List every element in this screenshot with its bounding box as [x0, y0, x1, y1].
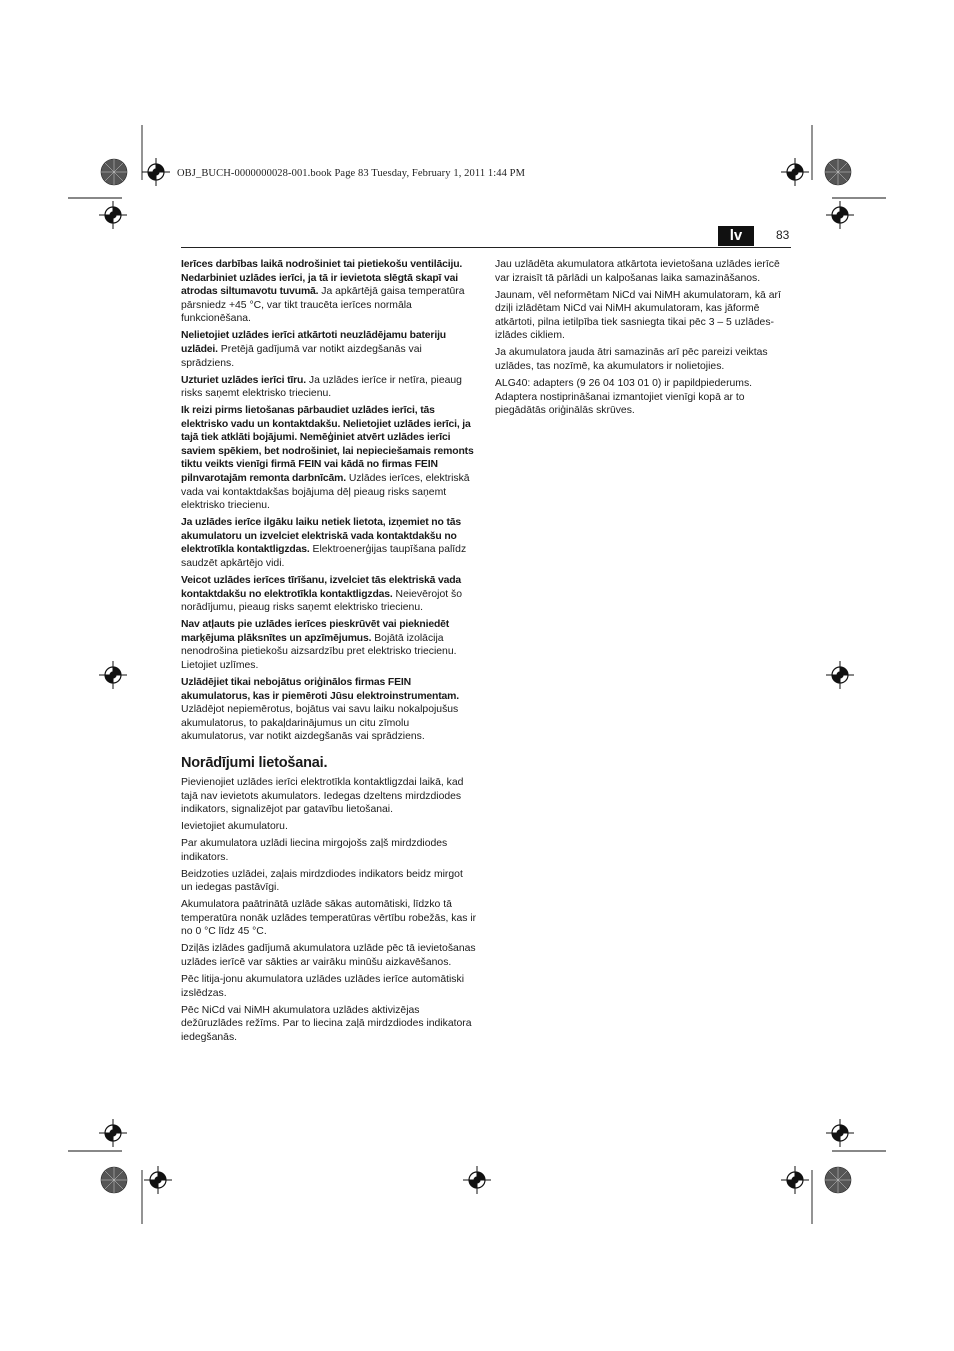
section-heading: Norādījumi lietošanai.: [181, 754, 328, 771]
safety-paragraph: [181, 329, 477, 370]
instruction-paragraph: Pēc litija-jonu akumulatora uzlādes uzlādes ierīce automātiski izslēdzas.: [181, 973, 464, 999]
safety-bold: Ik reizi pirms lietošanas pārbaudiet uzlādes ierīci, tās elektrisko vadu un kontaktdakšu. Nelietojiet uzlādes ierīci, ja tajā tiek atklāti bojājumi. Nemēģiniet atvērt uzlādes ierīci saviem spēkiem, bet nodrošiniet, lai nepieciešamais remonts tiktu veikts vienīgi firmā FEIN vai kādā no firmas FEIN pilnvarotajām remonta darbnīcām.: [181, 405, 474, 485]
safety-paragraph: [181, 574, 477, 615]
safety-text: Pretējā gadījumā var notikt aizdegšanās vai sprādziens.: [181, 343, 422, 369]
safety-bold: Ja uzlādes ierīce ilgāku laiku netiek lietota, izņemiet no tās akumulatoru un izvelciet elektriskā vada kontaktdakšu no elektrotīkla kontaktligzdas.: [181, 517, 462, 556]
book-file-info: OBJ_BUCH-0000000028-001.book Page 83 Tuesday, February 1, 2011 1:44 PM: [177, 168, 526, 179]
safety-text: Neievērojot šo norādījumu, pieaug risks saņemt elektrisko triecienu.: [181, 588, 462, 614]
safety-text: Bojātā izolācija nenodrošina pietiekošu aizsardzību pret elektrisko triecienu. Lietojiet uzlīmes.: [181, 632, 457, 671]
instruction-paragraph: Jau uzlādēta akumulatora atkārtota ievietošana uzlādes ierīcē var izraisīt tā pārlādi un kalpošanas laika samazināšanos.: [495, 259, 780, 284]
instruction-paragraph: Ievietojiet akumulatoru.: [181, 821, 288, 833]
safety-bold: Nav atļauts pie uzlādes ierīces pieskrūvēt vai piekniedēt marķējuma plāksnītes un apzīmējumus.: [181, 619, 450, 644]
safety-bold: Uzturiet uzlādes ierīci tīru.: [181, 374, 306, 386]
safety-bold: Nelietojiet uzlādes ierīci atkārtoti neuzlādējamu bateriju uzlādei.: [181, 330, 446, 355]
safety-paragraph: [181, 258, 477, 326]
instruction-paragraph: Pievienojiet uzlādes ierīci elektrotīkla kontaktligzdai laikā, kad tajā nav ievietots akumulators. Iedegas dzeltens mirdzdiodes indikators, signalizējot par gatavību lietošanai.: [181, 776, 464, 816]
instruction-paragraph: Ja akumulatora jauda ātri samazinās arī pēc pareizi veiktas uzlādes, tas nozīmē, ka akumulators ir nolietojies.: [495, 347, 768, 372]
instruction-paragraph: Jaunam, vēl neformētam NiCd vai NiMH akumulatoram, kā arī dziļi izlādētam NiCd vai NiMH akumulatoram, kas jāformē atkārtoti, pilna ietilpība tiek sasniegta tikai pēc 3 – 5 uzlādes-izlādes cikliem.: [495, 289, 781, 342]
instruction-paragraph: Pēc NiCd vai NiMH akumulatora uzlādes aktivizējas dežūruzlādes režīms. Par to liecina zaļā mirdzdiodes indikatora iedegšanās.: [181, 1004, 472, 1043]
safety-bold: Ierīces darbības laikā nodrošiniet tai pietiekošu ventilāciju. Nedarbiniet uzlādes ierīci, ja tā ir ievietota slēgtā skapī vai atrodas siltumavotu tuvumā.: [181, 259, 463, 298]
header-rule: [181, 247, 791, 248]
instruction-paragraph: Akumulatora paātrinātā uzlāde sākas automātiski, līdzko tā temperatūra nonāk uzlādes temperatūras vērtību robežās, kas ir no 0 °C līdz 45 °C.: [181, 899, 477, 938]
language-badge: lv: [718, 226, 754, 246]
safety-paragraph: [181, 516, 477, 570]
safety-paragraph: [181, 374, 477, 401]
safety-paragraph: [181, 404, 477, 513]
left-column: [181, 258, 477, 1048]
safety-paragraph: [181, 618, 477, 672]
instruction-paragraph: Par akumulatora uzlādi liecina mirgojošs zaļš mirdzdiodes indikators.: [181, 838, 448, 863]
safety-bold: Veicot uzlādes ierīces tīrīšanu, izvelciet tās elektriskā vada kontaktdakšu no elektrotīkla kontaktligzdas.: [181, 575, 462, 600]
safety-text: Ja apkārtējā gaisa temperatūra pārsniedz +45 °C, var tikt traucēta ierīces normāla funkcionēšana.: [181, 286, 465, 325]
instruction-paragraph: Dziļās izlādes gadījumā akumulatora uzlāde pēc tā ievietošanas uzlādes ierīcē var sākties ar vairāku minūšu aizkavēšanos.: [181, 943, 476, 968]
safety-text: Uzlādējot nepiemērotus, bojātus vai savu laiku nokalpojušus akumulatorus, to pakaļdarinājumus un citu zīmolu akumulatorus, var notikt aizdegšanās vai sprādziens.: [181, 704, 459, 743]
safety-text: Elektroenerģijas taupīšana palīdz saudzēt apkārtējo vidi.: [181, 544, 467, 570]
safety-bold: Uzlādējiet tikai nebojātus oriģinālos firmas FEIN akumulatorus, kas ir piemēroti Jūsu elektroinstrumentam.: [181, 676, 460, 702]
right-column: [495, 258, 791, 421]
safety-text: Ja uzlādes ierīce ir netīra, pieaug risks saņemt elektrisko triecienu.: [181, 374, 462, 400]
page-number: 83: [776, 228, 790, 242]
instruction-paragraph: Beidzoties uzlādei, zaļais mirdzdiodes indikators beidz mirgot un iedegas pastāvīgi.: [181, 868, 463, 894]
safety-text: Uzlādes ierīces, elektriskā vada vai kontaktdakšas bojājuma dēļ pieaug risks saņemt elektrisko triecienu.: [181, 473, 470, 512]
instruction-paragraph: ALG40: adapters (9 26 04 103 01 0) ir papildpiederums. Adaptera nostiprināšanai izmantojiet vienīgi kopā ar to piegādātās oriģinālās skrūves.: [495, 377, 753, 417]
safety-paragraph: [181, 676, 477, 744]
